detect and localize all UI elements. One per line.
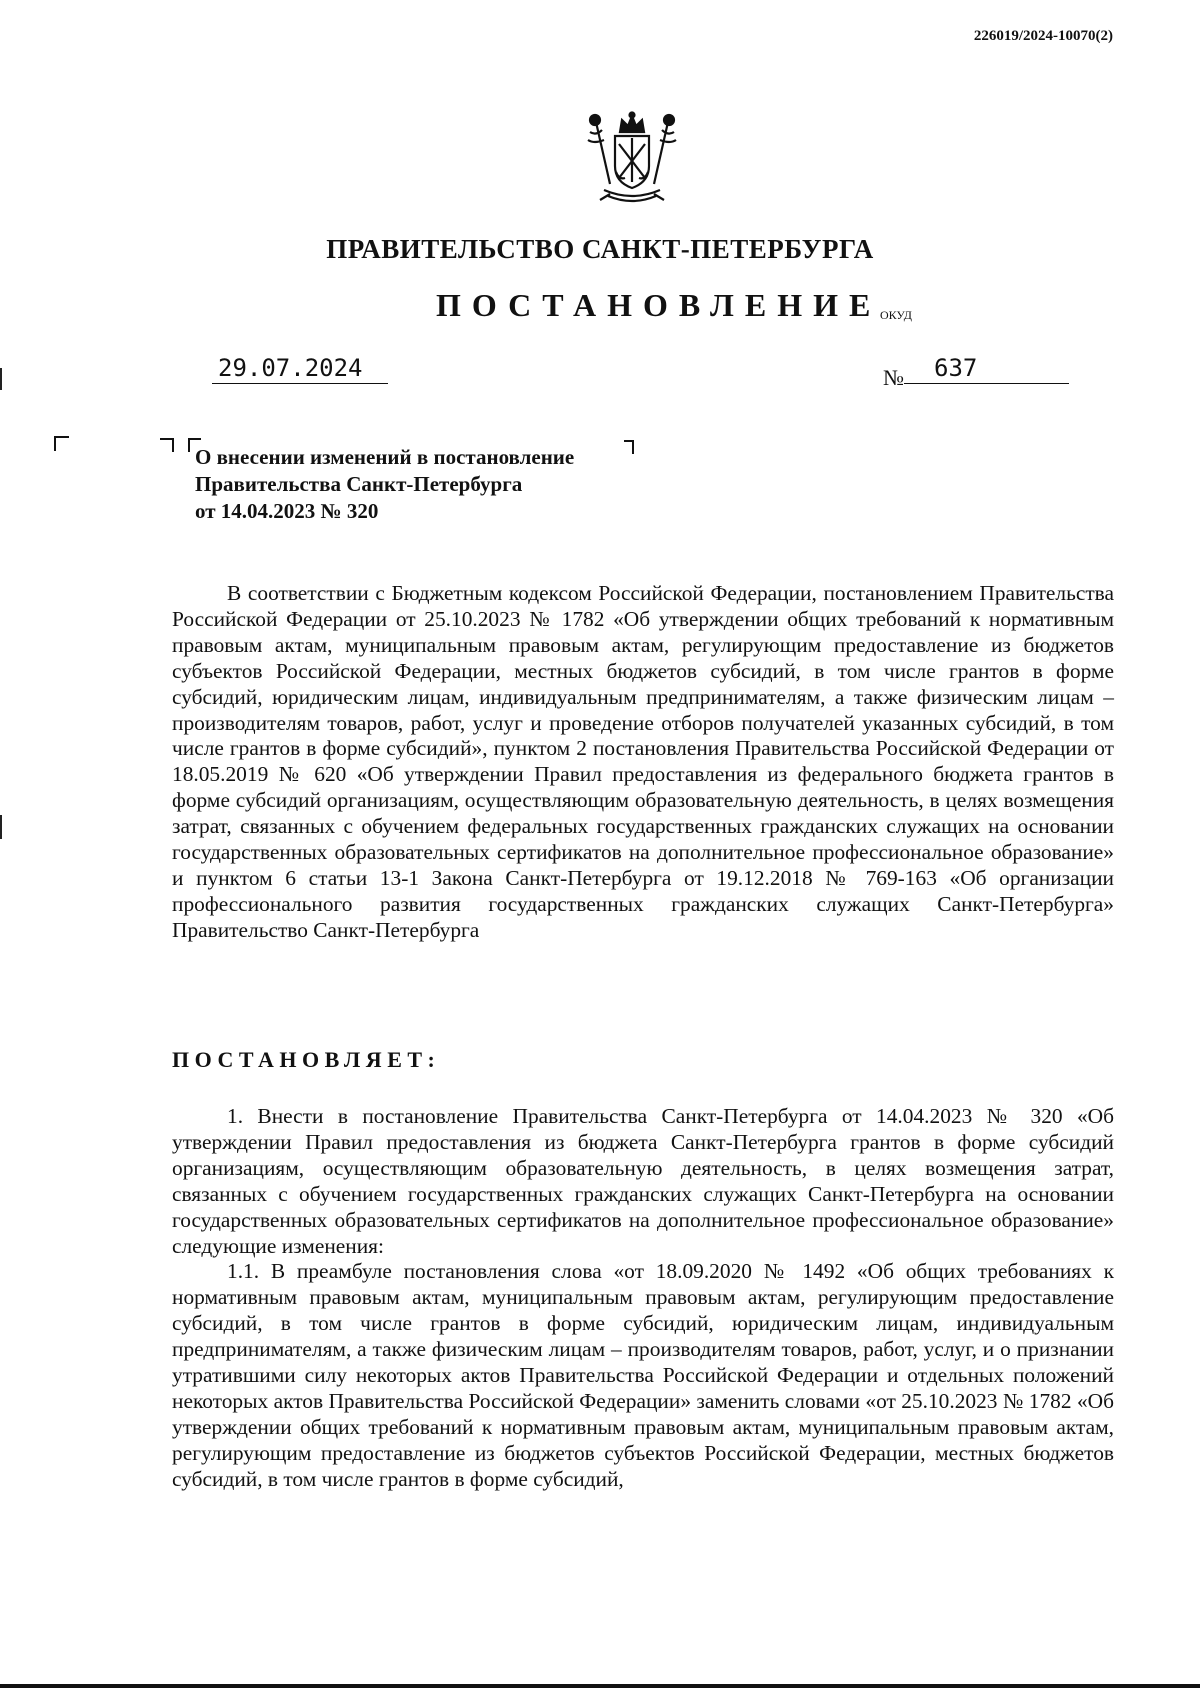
subject-line: Правительства Санкт-Петербурга (195, 472, 523, 496)
decree-items (172, 1104, 1114, 1493)
preamble-section (172, 581, 1114, 944)
item-paragraph: 1. Внести в постановление Правительства Санкт-Петербурга от 14.04.2023 № 320 «Об утверждении Правил предоставления из бюджета Санкт-Петербурга грантов в форме субсидий организациям, осуществляющим образовательную деятельность, в целях возмещения затрат, связанных с обучением государственных гражданских служащих Санкт-Петербурга на основании государственных образовательных сертификатов на дополнительное профессиональное образование» следующие изменения: (172, 1104, 1114, 1258)
okud-label: ОКУД (880, 308, 912, 322)
document-type: ПОСТАНОВЛЕНИЕ (436, 287, 882, 323)
number-value: 637 (904, 353, 1069, 384)
subject-line: от 14.04.2023 № 320 (195, 499, 379, 523)
preamble-paragraph: В соответствии с Бюджетным кодексом Российской Федерации, постановлением Правительства Российской Федерации от 25.10.2023 № 1782 «Об утверждении общих требований к нормативным правовым актам, муниципальным правовым актам, регулирующим предоставление из бюджетов субъектов Российской Федерации, местных бюджетов субсидий, в том числе грантов в форме субсидий, юридическим лицам, индивидуальным предпринимателям, а также физическим лицам – производителям товаров, работ, услуг и проведение отборов получателей указанных субсидий, в том числе грантов в форме субсидий», пунктом 2 постановления Правительства Российской Федерации от 18.05.2019 № 620 «Об утверждении Правил предоставления из федерального бюджета грантов в форме субсидий организациям, осуществляющим образовательную деятельность, в целях возмещения затрат, связанных с обучением федеральных государственных гражданских служащих на основании государственных образовательных сертификатов на дополнительное профессиональное образование» и пунктом 6 статьи 13-1 Закона Санкт-Петербурга от 19.12.2018 № 769-163 «Об организации профессионального развития государственных гражданских служащих Санкт-Петербурга» Правительство Санкт-Петербурга (172, 581, 1114, 942)
scan-edge-mark (0, 815, 2, 839)
registration-number: 226019/2024-10070(2) (973, 28, 1113, 44)
scan-bottom-border (0, 1684, 1200, 1688)
scan-edge-mark (0, 368, 2, 390)
item-paragraph: 1.1. В преамбуле постановления слова «от 18.09.2020 № 1492 «Об общих требованиях к нормативным правовым актам, муниципальным правовым актам, регулирующим предоставление субсидий, в том числе грантов в форме субсидий, юридическим лицам, индивидуальным предпринимателям, а также физическим лицам – производителям товаров, работ, услуг, и о признании утратившими силу некоторых актов Правительства Российской Федерации и отдельных положений некоторых актов Правительства Российской Федерации» заменить словами «от 25.10.2023 № 1782 «Об утверждении общих требований к нормативным правовым актам, муниципальным правовым актам, регулирующим предоставление из бюджетов субъектов Российской Федерации, местных бюджетов субсидий, в том числе грантов в форме субсидий, (172, 1259, 1114, 1491)
subject-line: О внесении изменений в постановление (195, 445, 575, 469)
document-number (883, 354, 1069, 393)
document-date: 29.07.2024 (212, 353, 388, 384)
government-title: ПРАВИТЕЛЬСТВО САНКТ-ПЕТЕРБУРГА (326, 234, 874, 264)
document-subject (195, 444, 655, 525)
st-petersburg-coat-of-arms-icon (582, 110, 682, 208)
number-sign: № (883, 365, 904, 390)
decree-heading: ПОСТАНОВЛЯЕТ: (172, 1047, 441, 1072)
corner-mark (54, 436, 69, 451)
corner-mark (160, 438, 174, 452)
